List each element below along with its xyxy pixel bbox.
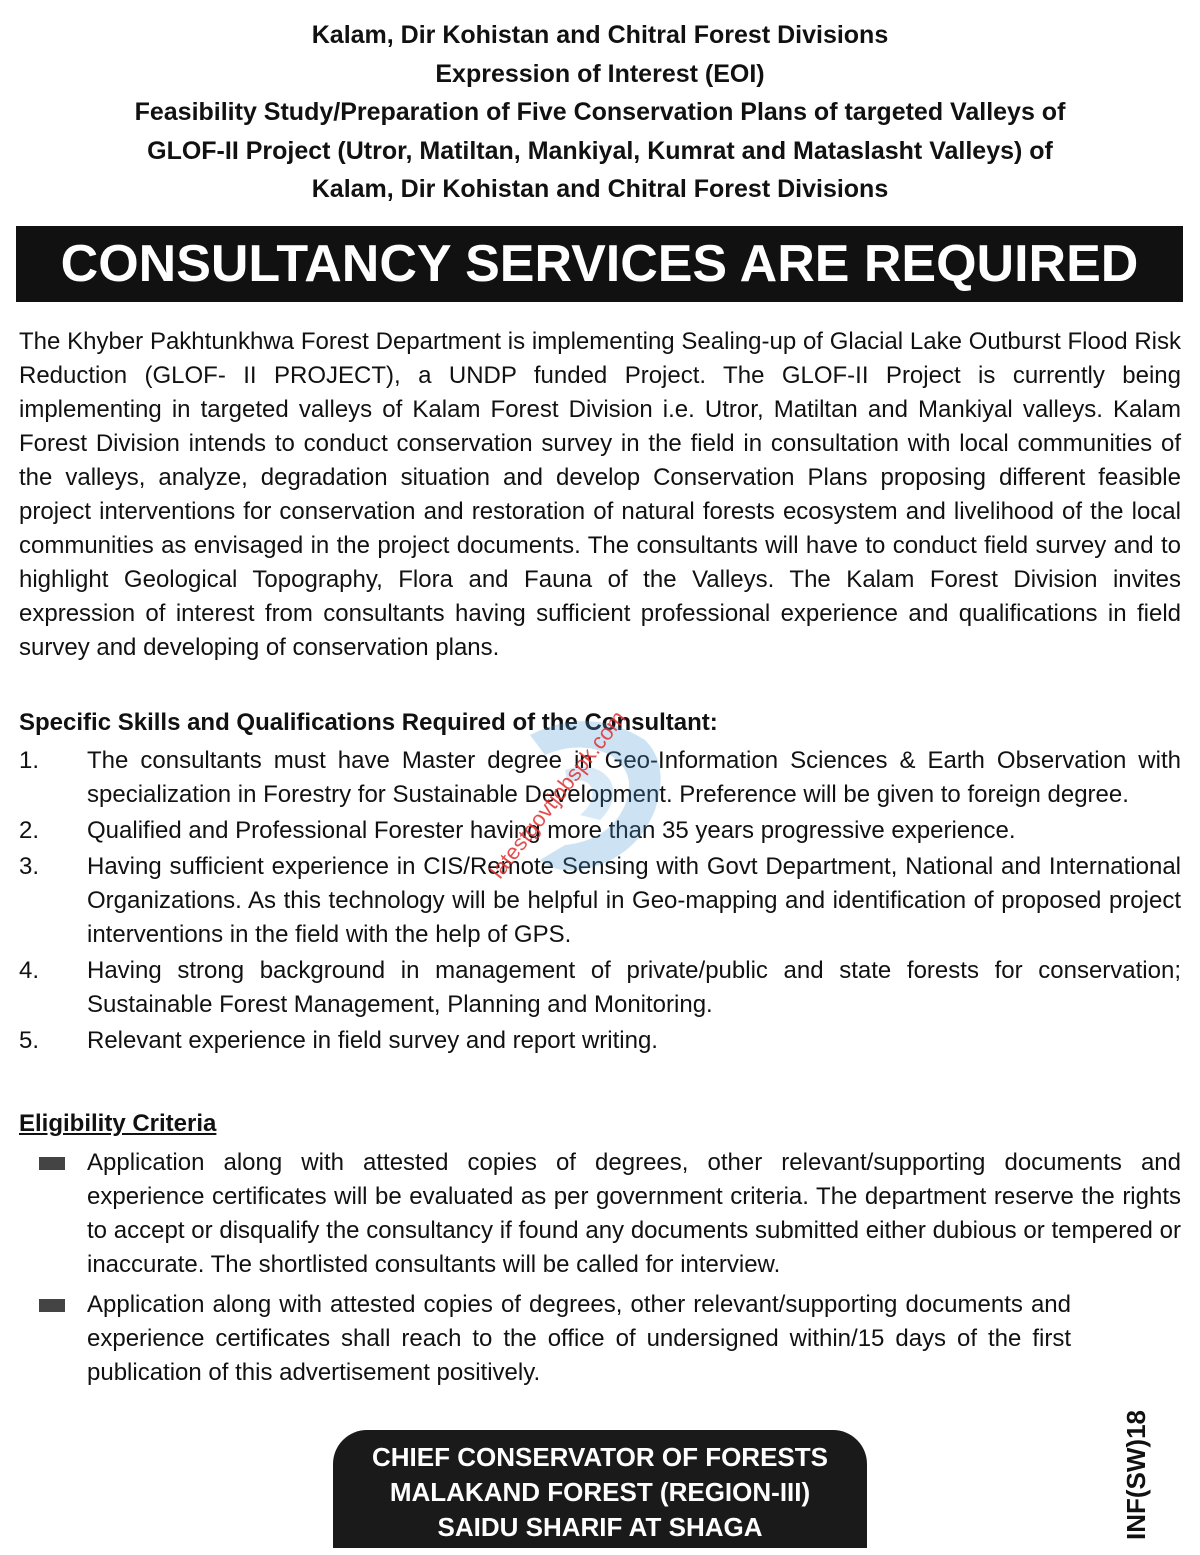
list-item-text: Having sufficient experience in CIS/Remote Sensing with Govt Department, National and International Organizations. As this technology will be helpful in Geo-mapping and identification of proposed project interventions in the field with the help of GPS. [87,853,1181,948]
consultancy-banner: CONSULTANCY SERVICES ARE REQUIRED [16,226,1183,302]
list-item-text: Application along with attested copies of degrees, other relevant/supporting documents and experience certificates shall reach to the office of undersigned within/15 days of the first publication of this advertisement positively. [87,1291,1071,1386]
square-bullet-icon [39,1299,65,1312]
list-item [19,954,1181,1022]
signature-block [333,1430,867,1548]
list-item-number: 1. [19,747,40,774]
list-item-text: Application along with attested copies of degrees, other relevant/supporting documents and experience certificates will be evaluated as per government criteria. The department reserve the rights to accept or disqualify the consultancy if found any documents submitted either dubious or tempered or inaccurate. The shortlisted consultants will be called for interview. [87,1149,1181,1278]
list-item-text: Relevant experience in field survey and report writing. [87,1027,658,1054]
square-bullet-icon [39,1157,65,1170]
list-item [19,1146,1181,1282]
watermark-text: latestgovtjobspk.com [484,705,631,884]
skills-heading: Specific Skills and Qualifications Required of the Consultant: [19,709,718,736]
list-item-text: The consultants must have Master degree in Geo-Information Sciences & Earth Observation with specialization in Forestry for Sustainable Development. Preference will be given to foreign degree. [87,747,1181,808]
list-item-number: 3. [19,853,40,880]
list-item-number: 4. [19,957,40,984]
signature-region: MALAKAND FOREST (REGION-III) [389,1477,811,1507]
signature-title: CHIEF CONSERVATOR OF FORESTS [371,1442,828,1472]
advertisement-header [20,16,1180,209]
header-line-divisions-repeat: Kalam, Dir Kohistan and Chitral Forest Divisions [311,175,889,203]
header-line-project: GLOF-II Project (Utror, Matiltan, Mankiyal, Kumrat and Mataslasht Valleys) of [147,136,1053,165]
skills-list [19,744,1181,1060]
reference-code: INF(SW)18 [1121,1410,1151,1540]
header-line-study: Feasibility Study/Preparation of Five Conservation Plans of targeted Valleys of [134,98,1066,126]
list-item [19,814,1181,848]
list-item [19,1024,1181,1058]
header-line-divisions: Kalam, Dir Kohistan and Chitral Forest Divisions [311,21,889,49]
list-item-number: 5. [19,1027,40,1054]
list-item-text: Qualified and Professional Forester having more than 35 years progressive experience. [87,817,1016,844]
header-line-eoi: Expression of Interest (EOI) [435,59,765,88]
list-item-text: Having strong background in management of private/public and state forests for conservation; Sustainable Forest Management, Planning and Monitoring. [87,957,1181,1018]
list-item [19,744,1181,812]
eligibility-list [19,1146,1181,1396]
list-item [19,850,1181,952]
list-item-number: 2. [19,817,40,844]
signature-location: SAIDU SHARIF AT SHAGA [437,1512,763,1542]
list-item [19,1288,1181,1390]
eligibility-heading: Eligibility Criteria [19,1110,217,1137]
intro-paragraph: The Khyber Pakhtunkhwa Forest Department is implementing Sealing-up of Glacial Lake Outburst Flood Risk Reduction (GLOF- II PROJECT), a UNDP funded Project. The GLOF-II Project is currently being implementing in targeted valleys of Kalam Forest Division i.e. Utror, Matiltan and Mankiyal valleys. Kalam Forest Division intends to conduct conservation survey in the field in consultation with local communities of the valleys, analyze, degradation situation and develop Conservation Plans proposing different feasible project interventions for conservation and restoration of natural forests ecosystem and livelihood of the local communities as envisaged in the project documents. The consultants will have to conduct field survey and to highlight Geological Topography, Flora and Fauna of the Valleys. The Kalam Forest Division invites expression of interest from consultants having sufficient professional experience and qualifications in field survey and developing of conservation plans. [19,328,1181,661]
